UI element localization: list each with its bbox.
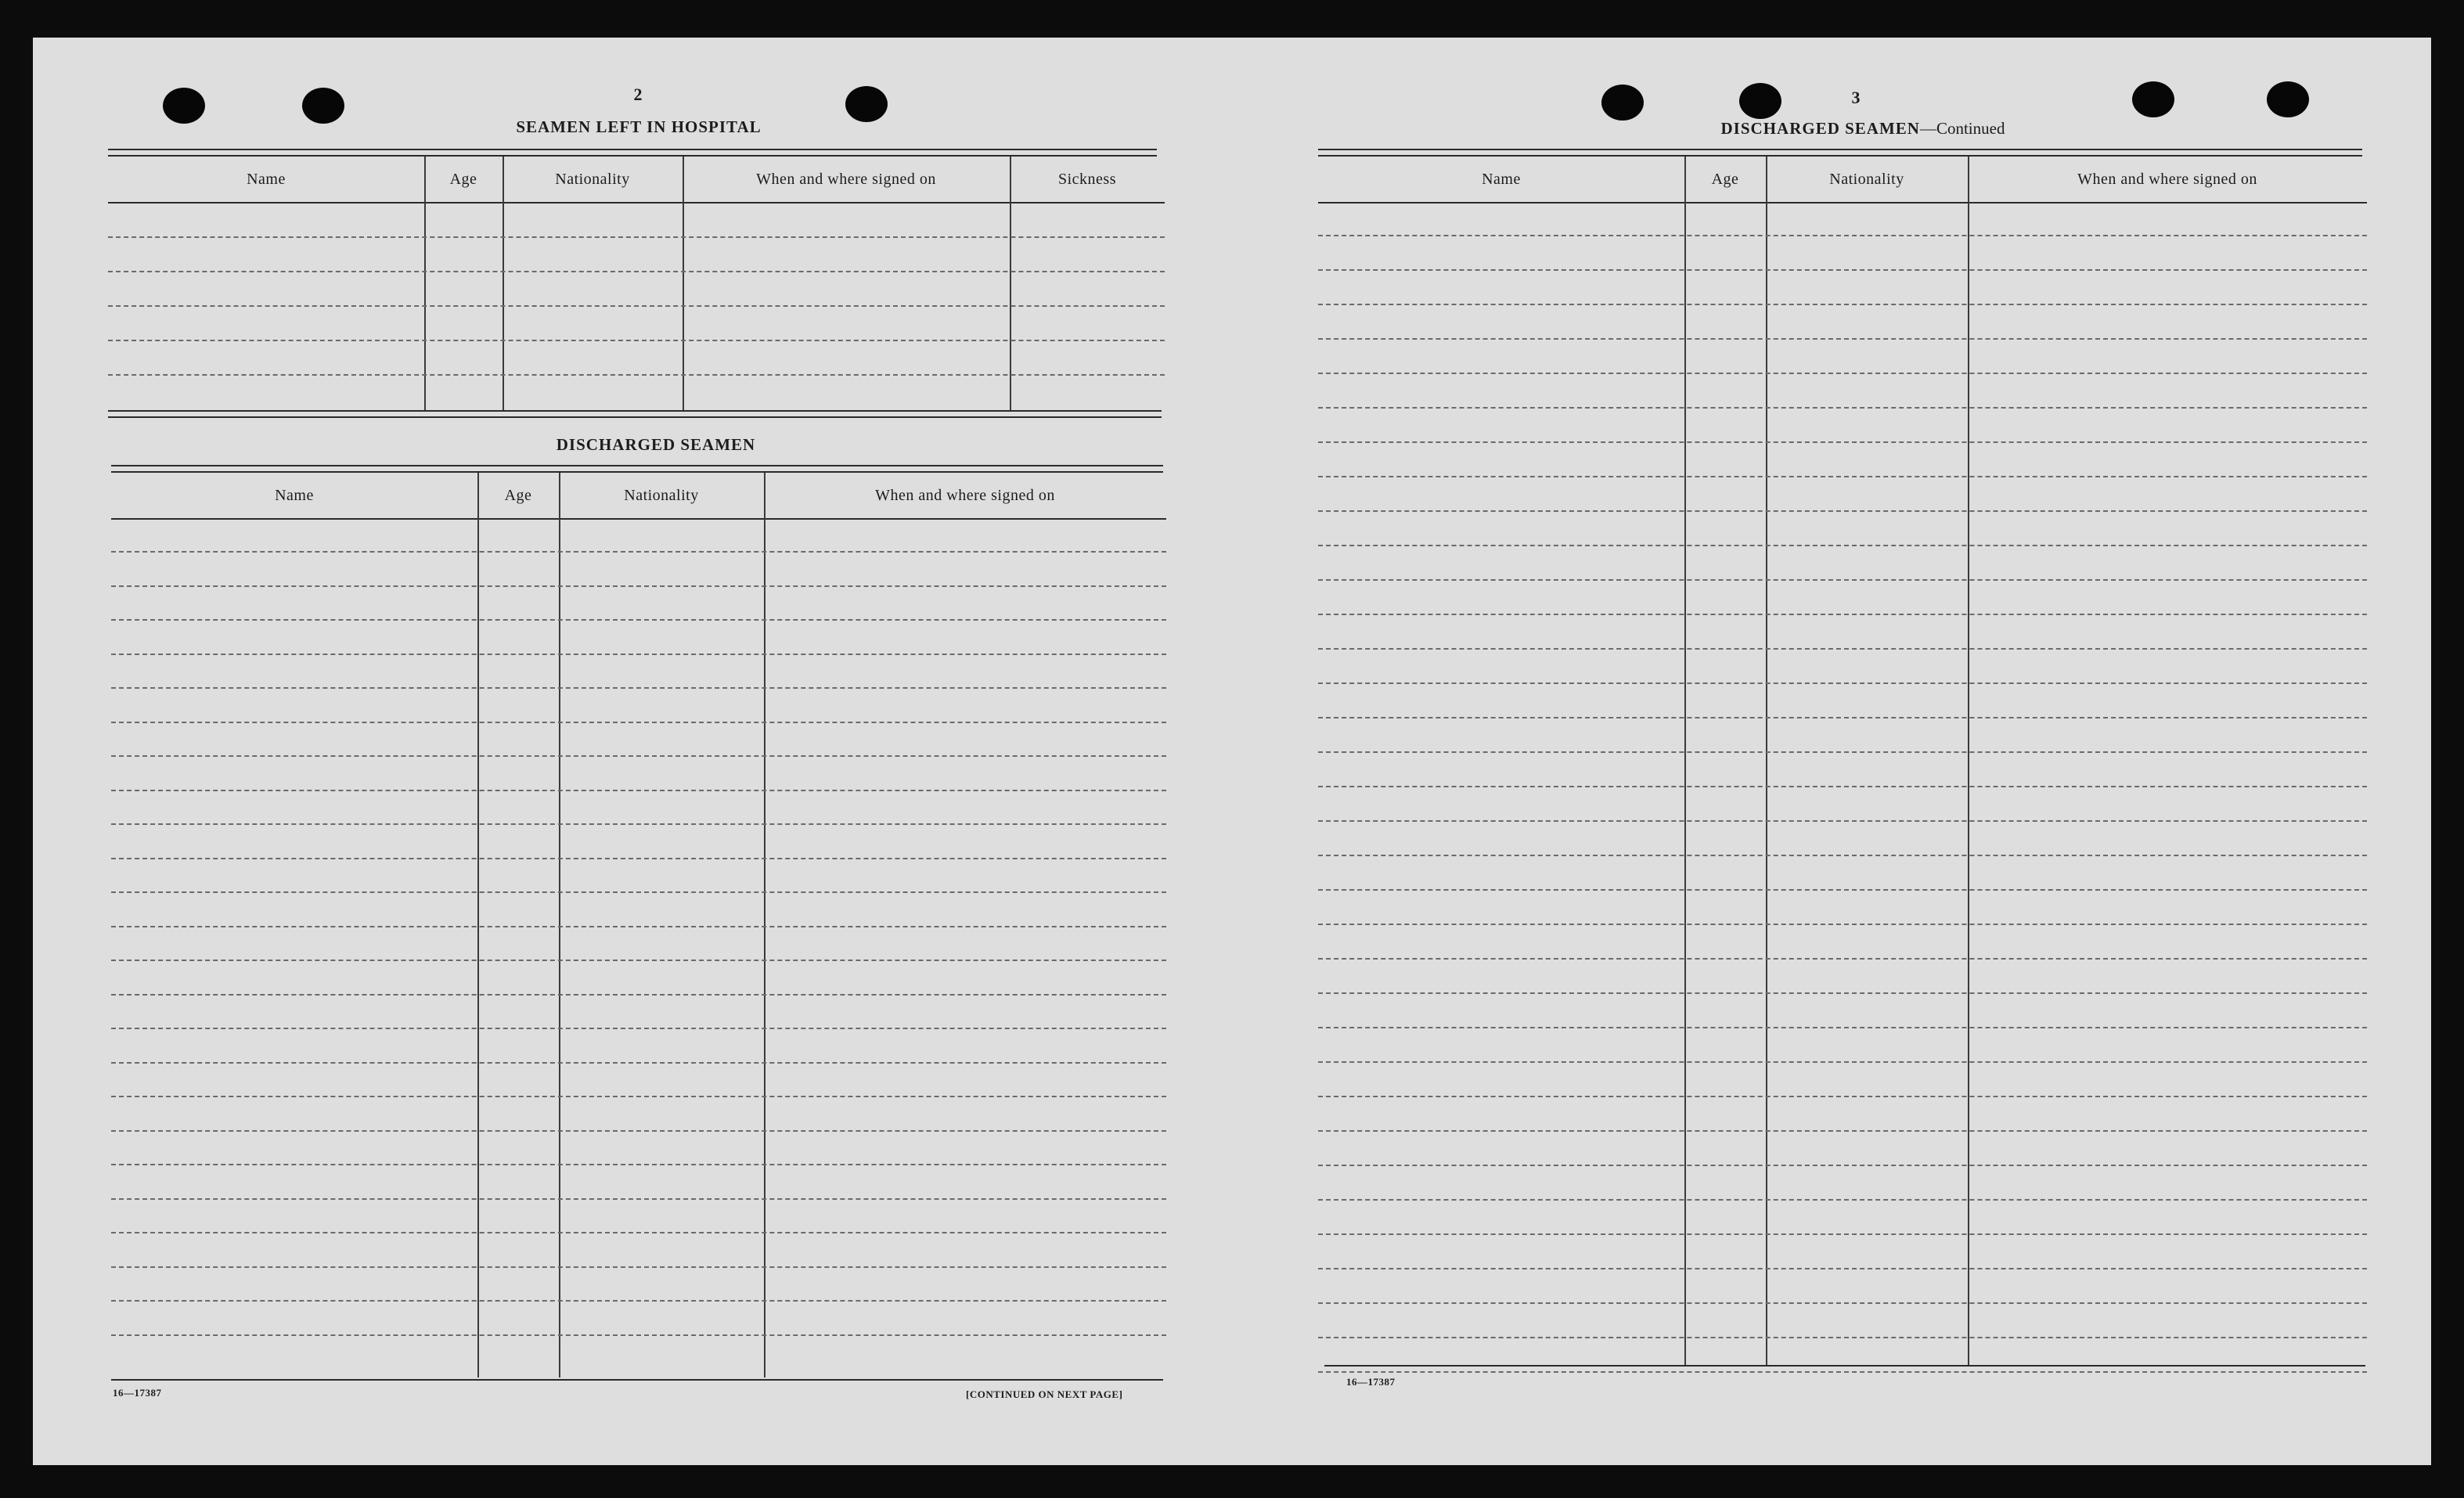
discharged-row-rule <box>111 755 1166 757</box>
right-row-rule <box>1318 958 2367 960</box>
right-col-signed-on: When and where signed on <box>2077 170 2257 188</box>
right-bottom-rule <box>1324 1365 2365 1367</box>
left-bottom-rule <box>111 1379 1163 1381</box>
right-row-rule <box>1318 579 2367 581</box>
punch-hole-5 <box>1739 83 1781 119</box>
discharged-top-rule <box>111 465 1163 473</box>
discharged-row-rule <box>111 722 1166 723</box>
right-discharged-table <box>1318 157 2367 1367</box>
right-row-rule <box>1318 338 2367 340</box>
continued-note: [CONTINUED ON NEXT PAGE] <box>966 1388 1123 1400</box>
right-row-rule <box>1318 1233 2367 1235</box>
right-row-rule <box>1318 820 2367 822</box>
right-row-rule <box>1318 992 2367 994</box>
hospital-row-rule <box>108 271 1165 272</box>
discharged-row-rule <box>111 1096 1166 1097</box>
right-row-rule <box>1318 441 2367 443</box>
punch-hole-4 <box>1601 85 1644 121</box>
right-title-suffix: —Continued <box>1919 119 2005 138</box>
hospital-col-sickness: Sickness <box>1058 170 1116 188</box>
right-row-rule <box>1318 373 2367 374</box>
discharged-col-age: Age <box>504 486 532 504</box>
right-section-title <box>1644 119 2082 139</box>
discharged-row-rule <box>111 1300 1166 1302</box>
right-row-rule <box>1318 751 2367 753</box>
discharged-row-rule <box>111 790 1166 791</box>
right-row-rule <box>1318 304 2367 305</box>
hospital-table <box>108 157 1165 413</box>
right-row-rule <box>1318 1061 2367 1063</box>
discharged-row-rule <box>111 1062 1166 1064</box>
right-table-header <box>1318 157 2367 203</box>
right-row-rule <box>1318 1371 2367 1373</box>
hospital-bottom-rule <box>108 410 1162 418</box>
right-row-rule <box>1318 1268 2367 1269</box>
hospital-table-header <box>108 157 1165 203</box>
right-col-age: Age <box>1711 170 1739 188</box>
discharged-row-rule <box>111 1266 1166 1268</box>
discharged-row-rule <box>111 960 1166 961</box>
right-row-rule <box>1318 1027 2367 1028</box>
right-row-rule <box>1318 786 2367 787</box>
right-row-rule <box>1318 545 2367 546</box>
right-col-name: Name <box>1482 170 1521 188</box>
punch-hole-7 <box>2267 81 2309 117</box>
hospital-col-age: Age <box>449 170 477 188</box>
left-page-number: 2 <box>633 85 643 104</box>
discharged-row-rule <box>111 585 1166 587</box>
punch-hole-1 <box>163 88 205 124</box>
discharged-table <box>111 473 1166 1379</box>
right-row-rule <box>1318 1130 2367 1132</box>
hospital-col-name: Name <box>247 170 286 188</box>
discharged-row-rule <box>111 1334 1166 1336</box>
discharged-row-rule <box>111 687 1166 689</box>
discharged-row-rule <box>111 551 1166 553</box>
right-row-rule <box>1318 1096 2367 1097</box>
right-row-rule <box>1318 510 2367 512</box>
right-top-rule <box>1318 149 2362 157</box>
discharged-row-rule <box>111 1028 1166 1029</box>
discharged-col-name: Name <box>275 486 314 504</box>
discharged-row-rule <box>111 994 1166 996</box>
discharged-row-rule <box>111 891 1166 893</box>
left-form-number: 16—17387 <box>113 1387 162 1399</box>
discharged-table-header <box>111 473 1166 520</box>
right-row-rule <box>1318 269 2367 271</box>
right-form-number: 16—17387 <box>1346 1376 1396 1388</box>
punch-hole-6 <box>2132 81 2174 117</box>
right-row-rule <box>1318 1165 2367 1166</box>
right-row-rule <box>1318 407 2367 409</box>
right-row-rule <box>1318 855 2367 856</box>
discharged-row-rule <box>111 858 1166 859</box>
discharged-row-rule <box>111 654 1166 655</box>
discharged-col-signed-on: When and where signed on <box>875 486 1055 504</box>
discharged-row-rule <box>111 1198 1166 1200</box>
discharged-row-rule <box>111 823 1166 825</box>
right-row-rule <box>1318 682 2367 684</box>
right-col-nationality: Nationality <box>1829 170 1904 188</box>
hospital-row-rule <box>108 305 1165 307</box>
right-row-rule <box>1318 1337 2367 1338</box>
right-row-rule <box>1318 889 2367 891</box>
right-title-main: DISCHARGED SEAMEN <box>1720 119 1920 138</box>
right-row-rule <box>1318 924 2367 925</box>
discharged-row-rule <box>111 619 1166 621</box>
right-row-rule <box>1318 235 2367 236</box>
hospital-col-nationality: Nationality <box>555 170 630 188</box>
punch-hole-2 <box>302 88 344 124</box>
hospital-row-rule <box>108 236 1165 238</box>
hospital-section-title: SEAMEN LEFT IN HOSPITAL <box>516 117 762 136</box>
right-page-number: 3 <box>1851 88 1861 107</box>
right-row-rule <box>1318 717 2367 718</box>
right-row-rule <box>1318 614 2367 615</box>
discharged-section-title: DISCHARGED SEAMEN <box>556 435 756 454</box>
right-row-rule <box>1318 1199 2367 1201</box>
hospital-row-rule <box>108 374 1165 376</box>
hospital-col-signed-on: When and where signed on <box>756 170 936 188</box>
discharged-row-rule <box>111 926 1166 927</box>
hospital-top-rule <box>108 149 1157 157</box>
discharged-row-rule <box>111 1130 1166 1132</box>
discharged-col-nationality: Nationality <box>624 486 699 504</box>
right-row-rule <box>1318 476 2367 477</box>
right-row-rule <box>1318 648 2367 650</box>
right-row-rule <box>1318 1302 2367 1304</box>
discharged-row-rule <box>111 1164 1166 1165</box>
discharged-row-rule <box>111 1232 1166 1233</box>
hospital-row-rule <box>108 340 1165 341</box>
